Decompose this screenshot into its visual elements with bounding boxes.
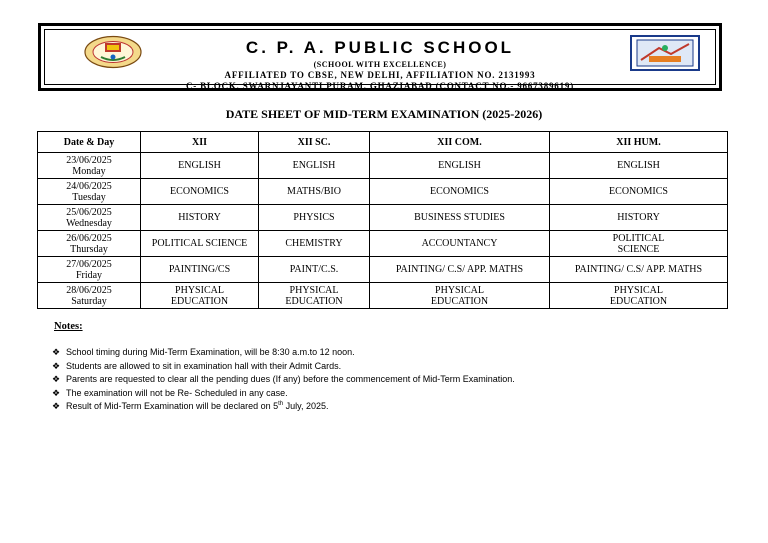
diamond-bullet-icon: ❖ xyxy=(52,347,61,357)
day: Wednesday xyxy=(66,217,112,229)
date: 26/06/2025 xyxy=(66,232,112,244)
note-text-result-end: July, 2025. xyxy=(283,401,329,412)
date-cell xyxy=(38,205,141,231)
list-item xyxy=(52,400,515,414)
diamond-bullet-icon: ❖ xyxy=(52,387,61,398)
xii-sc-cell: MATHS/BIO xyxy=(259,179,370,205)
xii-hum-cell: ENGLISH xyxy=(550,153,728,179)
date-cell xyxy=(38,231,141,257)
table-header-row xyxy=(38,132,728,153)
date-cell xyxy=(38,283,141,309)
xii-cell: PHYSICAL EDUCATION xyxy=(141,283,259,309)
note-text: Parents are requested to clear all the pending dues (If any) before the commencement of Mid-Term Examination. xyxy=(66,374,515,385)
date: 23/06/2025 xyxy=(66,154,112,166)
list-item xyxy=(52,387,515,401)
diamond-bullet-icon: ❖ xyxy=(52,360,61,371)
xii-sc-cell: ENGLISH xyxy=(259,153,370,179)
xii-sc-cell: CHEMISTRY xyxy=(259,231,370,257)
day: Friday xyxy=(75,269,103,281)
diamond-bullet-icon: ❖ xyxy=(52,401,61,412)
diamond-bullet-icon: ❖ xyxy=(52,374,61,385)
xii-com-cell: BUSINESS STUDIES xyxy=(370,205,550,231)
xii-cell: ENGLISH xyxy=(141,153,259,179)
school-tagline: (SCHOOL WITH EXCELLENCE) xyxy=(313,60,447,69)
date-cell xyxy=(38,257,141,283)
ordinal-suffix: th xyxy=(278,401,284,408)
xii-cell: PAINTING/CS xyxy=(141,257,259,283)
xii-cell: POLITICAL SCIENCE xyxy=(141,231,259,257)
list-item xyxy=(52,373,515,387)
xii-sc-cell: PHYSICS xyxy=(259,205,370,231)
xii-hum-cell: PAINTING/ C.S/ APP. MATHS xyxy=(550,257,728,283)
list-item xyxy=(52,346,515,360)
note-text: School timing during Mid-Term Examination, will be 8:30 a.m.to 12 noon. xyxy=(66,347,355,357)
address-text: C- BLOCK, SWARNJAYANTI PURAM, GHAZIABAD (CONTACT NO.- 9667389619) xyxy=(185,81,575,91)
header-inner-border xyxy=(44,29,716,91)
table-row xyxy=(38,231,728,257)
note-text-result: Result of Mid-Term Examination will be declared on 5 xyxy=(66,401,279,412)
table-row xyxy=(38,153,728,179)
xii-sc-cell: PHYSICAL EDUCATION xyxy=(259,283,370,309)
date-sheet-table xyxy=(37,131,728,309)
xii-hum-cell: ECONOMICS xyxy=(550,179,728,205)
xii-com-cell: ENGLISH xyxy=(370,153,550,179)
header-xii-com: XII COM. xyxy=(370,132,550,153)
xii-hum-cell: HISTORY xyxy=(550,205,728,231)
xii-hum-cell: POLITICAL SCIENCE xyxy=(550,231,728,257)
date: 25/06/2025 xyxy=(66,206,112,218)
xii-sc-cell: PAINT/C.S. xyxy=(259,257,370,283)
header-xii-hum: XII HUM. xyxy=(550,132,728,153)
table-row xyxy=(38,205,728,231)
list-item xyxy=(52,360,515,374)
table-row xyxy=(38,283,728,309)
note-text: Students are allowed to sit in examination hall with their Admit Cards. xyxy=(66,360,342,371)
school-emblem-icon xyxy=(629,34,701,72)
day: Saturday xyxy=(71,295,107,307)
date: 27/06/2025 xyxy=(66,258,112,270)
note-text: The examination will not be Re- Scheduled in any case. xyxy=(66,387,288,398)
header-xii: XII xyxy=(141,132,259,153)
date-cell xyxy=(38,179,141,205)
xii-cell: HISTORY xyxy=(141,205,259,231)
table-row xyxy=(38,179,728,205)
page-title: DATE SHEET OF MID-TERM EXAMINATION (2025-2026) xyxy=(225,107,543,121)
notes-list xyxy=(52,346,515,414)
school-header xyxy=(38,23,722,91)
school-name: C. P. A. PUBLIC SCHOOL xyxy=(245,38,515,57)
xii-hum-cell: PHYSICAL EDUCATION xyxy=(550,283,728,309)
day: Tuesday xyxy=(72,191,106,203)
xii-com-cell: PHYSICAL EDUCATION xyxy=(370,283,550,309)
table-row xyxy=(38,257,728,283)
xii-com-cell: ECONOMICS xyxy=(370,179,550,205)
xii-com-cell: ACCOUNTANCY xyxy=(370,231,550,257)
header-date-day: Date & Day xyxy=(38,132,141,153)
date: 28/06/2025 xyxy=(66,284,112,296)
xii-com-cell: PAINTING/ C.S/ APP. MATHS xyxy=(370,257,550,283)
header-xii-sc: XII SC. xyxy=(259,132,370,153)
date-cell xyxy=(38,153,141,179)
day: Thursday xyxy=(70,243,108,255)
date: 24/06/2025 xyxy=(66,180,112,192)
day: Monday xyxy=(72,165,106,177)
xii-cell: ECONOMICS xyxy=(141,179,259,205)
affiliation-text: AFFILIATED TO CBSE, NEW DELHI, AFFILIATION NO. 2131993 xyxy=(224,70,536,80)
notes-heading: Notes: xyxy=(54,321,83,332)
